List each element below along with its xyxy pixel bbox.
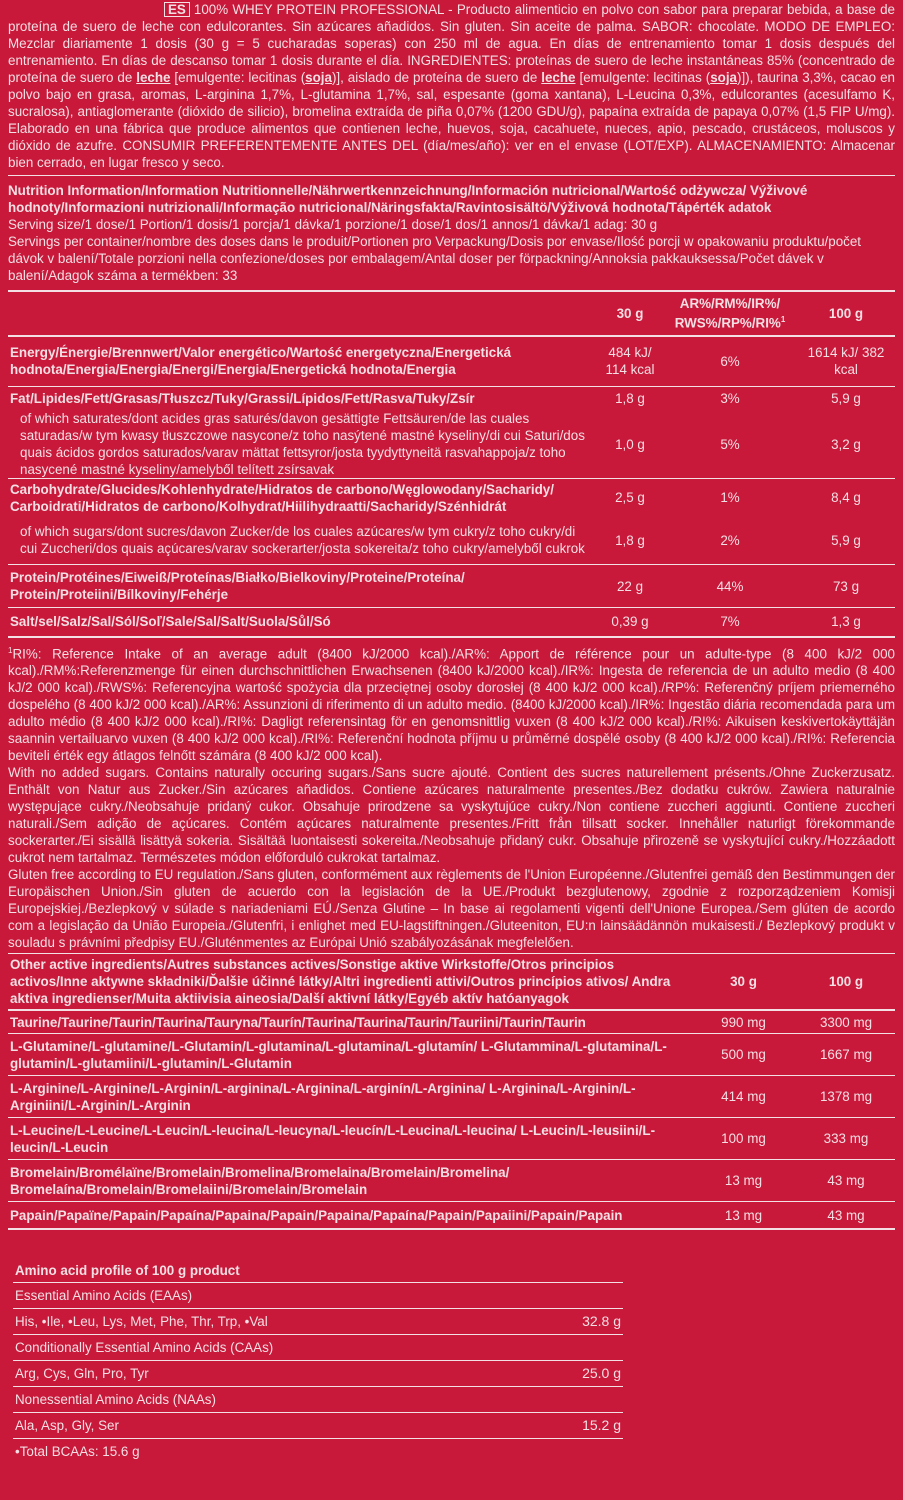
nutrient-row-saturates: of which saturates/dont acides gras saturés/davon gesättigte Fettsäuren/de las cuales saturadas/w tym kwasy tłuszczowe nasycone/z toho nasýtené mastné kyseliny/di cui Saturi/dos quais ácidos gordos saturados/varav mättat fettsyror/josta tyydyttyneitä rasvahappoja/z toho nasycené mastné kyseliny/amelyből telített zsírsavak 1,0 g 5% 3,2 g xyxy=(20,411,861,477)
amino-row: Essential Amino Acids (EAAs) xyxy=(13,1282,623,1308)
active-row: L-Leucine/L-Leucine/L-Leucin/L-leucina/L-leucyna/L-leucín/L-Leucina/L-leucina/ L-Leucin/L-leusiini/L-leucin/L-Leucin 100 mg 333 mg xyxy=(8,1118,895,1160)
ingredients-paragraph: ES 100% WHEY PROTEIN PROFESSIONAL - Producto alimenticio en polvo con sabor para preparar bebida, a base de proteína de suero de leche con edulcorantes. Sin azúcares añadidos. Sin gluten. Sin aceite de palma. SABOR: chocolate. MODO DE EMPLEO: Mezclar diariamente 1 dosis (30 g = 5 cucharadas soperas) con 250 ml de agua. En días de entrenamiento tomar 1 dosis después del entrenamiento. En días de descanso tomar 1 dosis durante el día. INGREDIENTES: proteínas de suero de leche instantáneas 85% (concentrado de proteína de suero de leche [emulgente: lecitinas (soja)], aislado de proteína de suero de leche [emulgente: lecitinas (soja)]), taurina 3,3%, cacao en polvo bajo en grasa, aromas, L-arginina 1,7%, L-glutamina 1,7%, sal, espesante (goma xantana), L-Leucina 0,3%, edulcorantes (acesulfamo K, sucralosa), antiaglomerante (dióxido de silicio), bromelina extraída de piña 0,07% (1200 GDU/g), papaína extraída de papaya 0,07% (1,5 FIP U/mg). Elaborado en una fábrica que produce alimentos que contienen leche, huevos, soja, cacahuete, nueces, apio, pescado, crustáceos, moluscos y dióxido de azufre. CONSUMIR PREFERENTEMENTE ANTES DEL (día/mes/año): ver en el envase (LOT/EXP). ALMACENAMIENTO: Almacenar bien cerrado, en lugar fresco y seco. xyxy=(8,2,895,170)
amino-table xyxy=(13,1282,623,1464)
col-ri: AR%/RM%/IR%/ RWS%/RP%/RI%$^1$ xyxy=(674,295,786,331)
amino-heading: Amino acid profile of 100 g product xyxy=(15,1262,240,1278)
nutrition-header-row xyxy=(8,292,895,336)
allergen: soja xyxy=(710,70,737,85)
amino-row: His, •Ile, •Leu, Lys, Met, Phe, Thr, Trp, •Val 32.8 g xyxy=(13,1308,623,1334)
ri-footnote: $^1$RI%: Reference Intake of an average adult (8400 kJ/2000 kcal)./AR%: Apport de référence pour un adulte-type (8 400 kJ/2 000 kcal)./RM%:Referenzmenge für einen durchschnittlichen Erwachsenen (8400 kJ/2000 kcal)./IR%: Ingesta de referencia de un adulto medio (8 400 kJ/2 000 kcal)./RWS%: Referencyjna wartość spożycia dla przeciętnej osoby dorosłej (8 400 kJ/2 000 kcal)./RP%: Referenčný príjem priemerného dospelého (8 400 kJ/2 000 kcal)./AR%: Assunzioni di riferimento di un adulto medio. (8400 kJ/2000 kcal)./IR%: Ingestão diária recomendada para um adulto médio (8 400 kJ/2 000 kcal)./RI%: Dagligt referensintag för en genomsnittlig vuxen (8 400 kJ/2 000 kcal)./RI%: Aikuisen keskivertokäyttäjän saannin vertailuarvo vuxen (8 400 kJ/2 000 kcal)./RI%: Referenční hodnota příjmu u průměrné dospělé osoby (8 400 kJ/2 000 kcal)./RI%: Referencia beviteli érték egy átlagos felnőtt számára (8 400 kJ/2 000 kcal). xyxy=(8,645,895,763)
nutrition-heading: Nutrition Information/Information Nutritionnelle/Nährwertkennzeichnung/Información nutricional/Wartość odżywcza/ Výživové hodnoty/Informazioni nutrizionali/Informação nutricional/Näringsfakta/Ravintosisältö/Výživová hodnota/Tápérték adatok xyxy=(8,183,808,215)
nutrient-row-salt: Salt/sel/Salz/Sal/Sól/Soľ/Sale/Sal/Salt/Suola/Sůl/Só 0,39 g 7% 1,3 g xyxy=(8,608,895,636)
amino-row xyxy=(13,1438,623,1464)
active-heading: Other active ingredients/Autres substances actives/Sonstige aktive Wirkstoffe/Otros principios activos/Inne aktywne składniki/Ďalšie účinné látky/Altri ingredienti attivi/Outros princípios ativos/ Andra aktiva ingredienser/Muita aktiivisia aineosia/Další aktivní látky/Egyéb aktív hatóanyagok xyxy=(10,956,671,1006)
servings-per-container: Servings per container/nombre des doses dans le produit/Portionen pro Verpackung/Dosis por envase/Ilość porcji w opakowaniu produktu/počet dávok v balení/Totale porzioni nella confezione/doses por embalagem/Antal doser per förpackning/Annoksia pakkauksessa/Počet dávek v balení/Adagok száma a termékben: 33 xyxy=(8,234,862,283)
bcaa-total: •Total BCAAs: 15.6 g xyxy=(13,1438,623,1464)
col-30g: 30 g xyxy=(616,306,644,321)
active-ingredients-table xyxy=(8,954,895,1228)
active-row: Papain/Papaïne/Papain/Papaína/Papaina/Papain/Papaina/Papaína/Papain/Papaiini/Papain/Papain 13 mg 43 mg xyxy=(8,1202,895,1228)
sugar-note: With no added sugars. Contains naturally occuring sugars./Sans sucre ajouté. Contient des sucres naturellement présents./Ohne Zuckerzusatz. Enthält von Natur aus Zucker./Sin azúcares añadidos. Contiene azúcares naturalmente presentes./Bez dodatku cukrów. Zawiera naturalnie występujące cukry./Neobsahuje pridaný cukor. Obsahuje prirodzene sa vyskytujúce cukry./Non contiene zuccheri aggiunti. Contiene zuccheri naturali./Sem adição de açúcares. Contém açúcares naturalmente presentes./Fritt från tillsatt socker. Innehåller naturligt förekommande sockerarter./Ei sisällä lisättyä sokeria. Sisältää luontaisesti sokereita./Neobsahuje přidaný cukr. Obsahuje přirozeně se vyskytující cukry./Hozzáadott cukrot nem tartalmaz. Természetes módon előforduló cukrokat tartalmaz. xyxy=(8,764,895,865)
amino-row: Ala, Asp, Gly, Ser 15.2 g xyxy=(13,1412,623,1438)
active-row: Taurine/Taurine/Taurin/Taurina/Tauryna/Taurín/Taurina/Taurina/Taurin/Tauriini/Taurin/Taurin 990 mg 3300 mg xyxy=(8,1010,895,1034)
amino-row: Arg, Cys, Gln, Pro, Tyr 25.0 g xyxy=(13,1360,623,1386)
nutrient-row-sugars: of which sugars/dont sucres/davon Zucker/de los cuales azúcares/w tym cukry/z toho cukry/di cui Zuccheri/dos quais açúcares/varav sockerarter/josta sokereita/z toho cukry/amelyből cukrok 1,8 g 2% 5,9 g xyxy=(20,524,861,557)
nutrient-row-fat: Fat/Lipides/Fett/Grasas/Tłuszcz/Tuky/Grassi/Lípidos/Fett/Rasva/Tuky/Zsír 1,8 g 3% 5,9 g xyxy=(8,386,895,410)
footnotes xyxy=(8,638,895,951)
gluten-note: Gluten free according to EU regulation./Sans gluten, conformément aux règlements de l'Union Européenne./Glutenfrei gemäß den Bestimmungen der Europäischen Union./Sin gluten de acuerdo con la legislación de la UE./Produkt bezglutenowy, zgodnie z rozporządzeniem Komisji Europejskiej./Bezlepkový v súlade s nariadeniami EÚ./Senza Glutine – In base ai regolamenti vigenti dell'Unione Europea./Sem glúten de acordo com a legislação da União Europeia./Glutenfri, i enlighet med EU-lagstiftningen./Gluteeniton, EU:n lainsäädännön mukaisesti./ Bezlepkový produkt v souladu s právními předpisy EU./Gluténmentes az Európai Unió szabályozásának megfelelően. xyxy=(8,866,895,950)
nutrition-table xyxy=(8,292,895,636)
active-row: L-Arginine/L-Arginine/L-Arginin/L-arginina/L-Arginina/L-arginín/L-Arginina/ L-Arginina/L-Arginin/L-Arginiini/L-Arginin/L-Arginin 414 mg 1378 mg xyxy=(8,1076,895,1118)
col-100g: 100 g xyxy=(828,306,864,321)
active-row: Bromelain/Bromélaïne/Bromelain/Bromelina/Bromelaina/Bromelain/Bromelina/ Bromelaína/Bromelain/Bromelaiini/Bromelain/Bromelain 13 mg 43 mg xyxy=(8,1160,895,1202)
nutrient-row-protein: Protein/Protéines/Eiweiß/Proteínas/Białko/Bielkoviny/Proteine/Proteína/ Protein/Proteiini/Bílkoviny/Fehérje 22 g 44% 73 g xyxy=(8,565,895,608)
allergen: soja xyxy=(305,70,332,85)
product-title: 100% WHEY PROTEIN PROFESSIONAL xyxy=(193,2,444,17)
nutrient-row-carbohydrate: Carbohydrate/Glucides/Kohlenhydrate/Hidratos de carbono/Węglowodany/Sacharidy/ Carboidrati/Hidratos de carbono/Kolhydrat/Hiilihydraatti/Sacharidy/Szénhidrát 2,5 g 1% 8,4 g xyxy=(8,479,895,517)
nutrient-row-energy: Energy/Énergie/Brennwert/Valor energético/Wartość energetyczna/Energetická hodnota/Energia/Energia/Energi/Energia/Energetická hodnota/Energia 484 kJ/ 114 kcal 6% 1614 kJ/ 382 kcal xyxy=(8,336,895,386)
nutrition-intro xyxy=(8,176,895,287)
active-header-row: Other active ingredients/Autres substances actives/Sonstige aktive Wirkstoffe/Otros principios activos/Inne aktywne składniki/Ďalšie účinné látky/Altri ingredienti attivi/Outros princípios ativos/ Andra aktiva ingredienser/Muita aktiivisia aineosia/Další aktivní látky/Egyéb aktív hatóanyagok 30 g 100 g xyxy=(8,954,895,1010)
language-badge: ES xyxy=(164,2,190,17)
amino-row: Conditionally Essential Amino Acids (CAAs) xyxy=(13,1334,623,1360)
active-row: L-Glutamine/L-glutamine/L-Glutamin/L-glutamina/L-glutamina/L-glutamín/ L-Glutammina/L-glutamina/L-glutamin/L-glutamiini/L-glutamin/L-Glutamin 500 mg 1667 mg xyxy=(8,1034,895,1076)
amino-row: Nonessential Amino Acids (NAAs) xyxy=(13,1386,623,1412)
allergen: leche xyxy=(136,70,171,85)
serving-size: Serving size/1 dose/1 Portion/1 dosis/1 porcja/1 dávka/1 porzione/1 dose/1 dos/1 annos/1 dávka/1 adag: 30 g xyxy=(8,217,658,232)
allergen: leche xyxy=(541,70,576,85)
